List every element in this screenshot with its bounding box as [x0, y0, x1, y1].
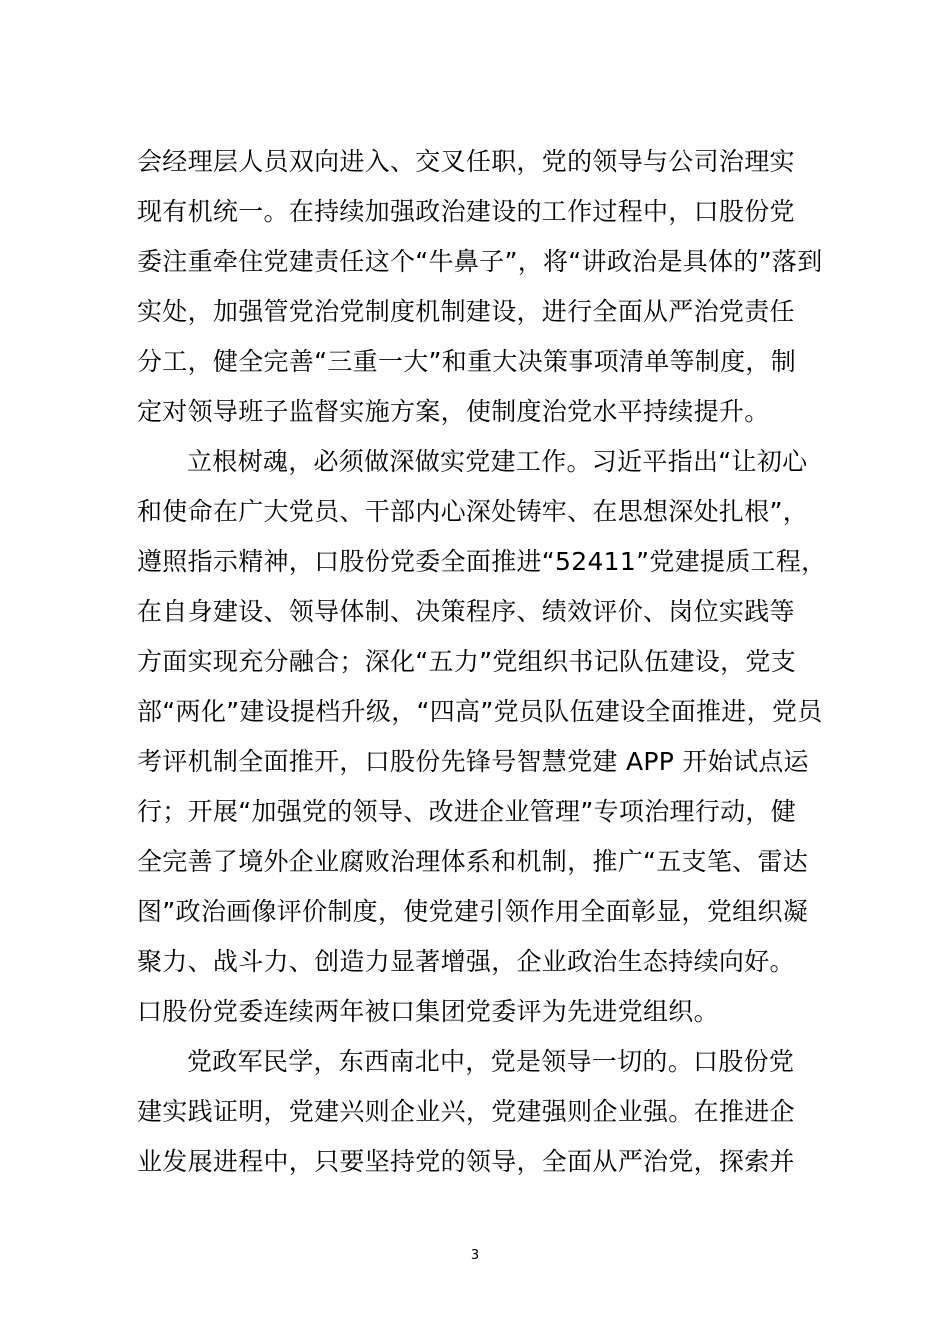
text-line: 聚力、战斗力、创造力显著增强，企业政治生态持续向好。	[137, 947, 795, 976]
text-line: 会经理层人员双向进入、交叉任职，党的领导与公司治理实	[137, 147, 795, 176]
text-line: 全完善了境外企业腐败治理体系和机制，推广“五支笔、雷达	[137, 847, 809, 876]
text-line: 遵照指示精神，口股份党委全面推进“52411”党建提质工程，	[137, 547, 827, 576]
paragraph-first-line: 立根树魂，必须做深做实党建工作。习近平指出“让初心	[187, 447, 808, 476]
page-number: 3	[470, 1248, 480, 1263]
text-line: 口股份党委连续两年被口集团党委评为先进党组织。	[137, 997, 719, 1026]
text-line: 分工，健全完善“三重一大”和重大决策事项清单等制度，制	[137, 347, 797, 376]
text-line: 考评机制全面推开，口股份先锋号智慧党建 APP 开始试点运	[137, 747, 809, 776]
text-line: 现有机统一。在持续加强政治建设的工作过程中，口股份党	[137, 197, 795, 226]
text-line: 行；开展“加强党的领导、改进企业管理”专项治理行动，健	[137, 797, 797, 826]
text-line: 在自身建设、领导体制、决策程序、绩效评价、岗位实践等	[137, 597, 795, 626]
text-line: 业发展进程中，只要坚持党的领导，全面从严治党，探索并	[137, 1147, 795, 1176]
text-line: 实处，加强管党治党制度机制建设，进行全面从严治党责任	[137, 297, 795, 326]
text-line: 方面实现充分融合；深化“五力”党组织书记队伍建设，党支	[137, 647, 797, 676]
text-line: 和使命在广大党员、干部内心深处铸牢、在思想深处扎根”，	[137, 497, 809, 526]
text-line: 委注重牵住党建责任这个“牛鼻子”，将“讲政治是具体的”落到	[137, 247, 823, 276]
text-line: 建实践证明，党建兴则企业兴，党建强则企业强。在推进企	[137, 1097, 795, 1126]
text-line: 部“两化”建设提档升级，“四高”党员队伍建设全面推进，党员	[137, 697, 823, 726]
paragraph-first-line: 党政军民学，东西南北中，党是领导一切的。口股份党	[187, 1047, 795, 1076]
text-line: 定对领导班子监督实施方案，使制度治党水平持续提升。	[137, 397, 770, 426]
text-line: 图”政治画像评价制度，使党建引领作用全面彰显，党组织凝	[137, 897, 809, 926]
